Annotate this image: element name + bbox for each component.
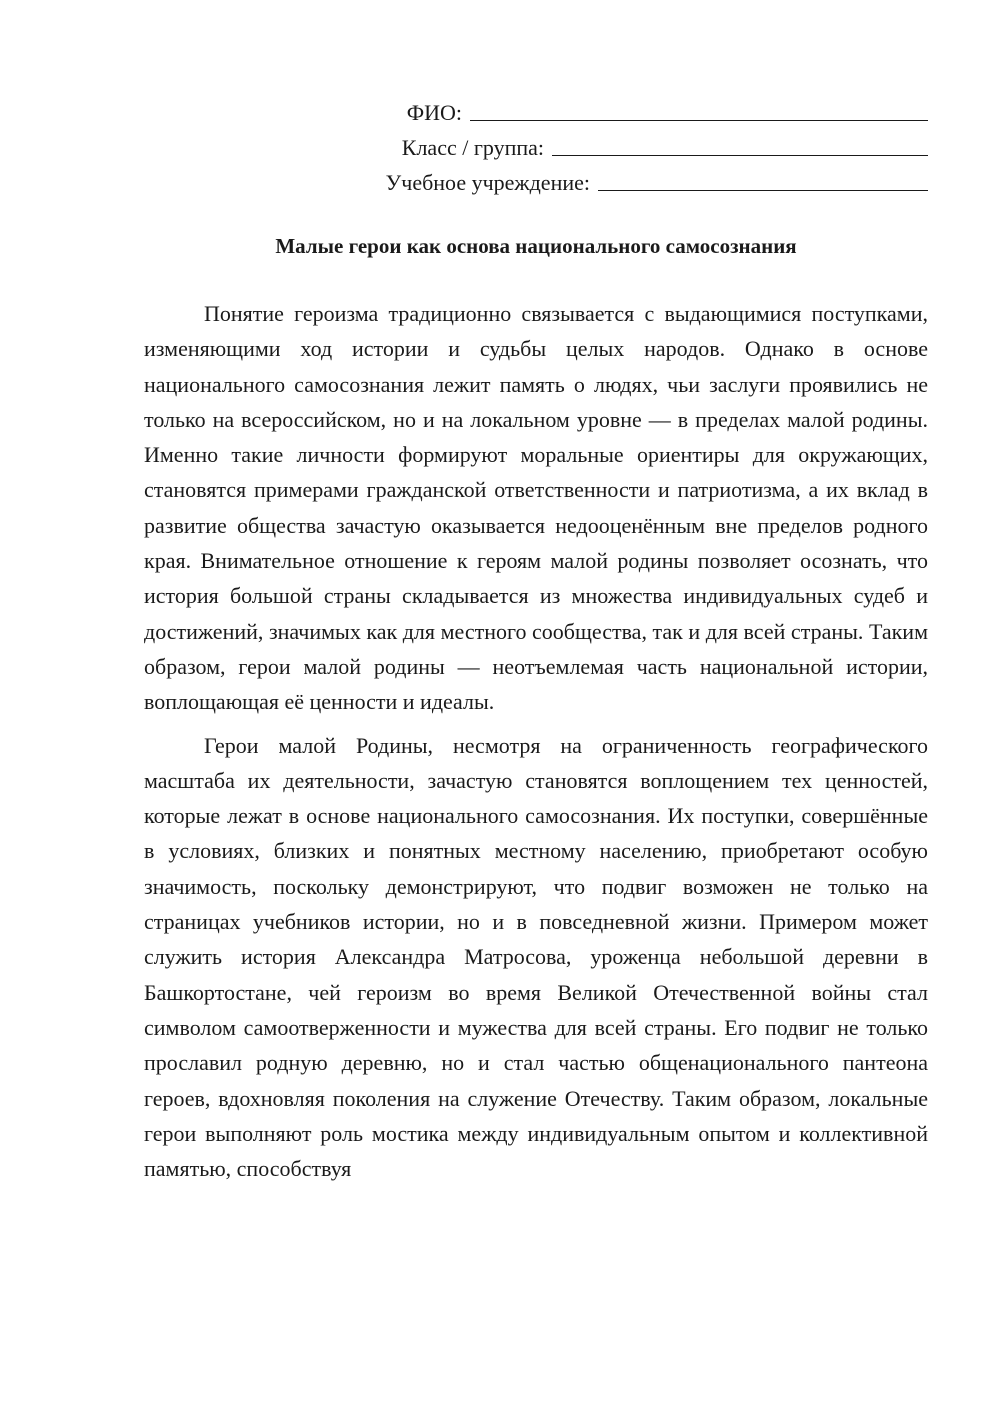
document-title: Малые герои как основа национального самосознания bbox=[275, 234, 797, 258]
fio-field-row bbox=[368, 92, 928, 127]
fio-label: ФИО: bbox=[406, 100, 462, 125]
paragraph-2: Герои малой Родины, несмотря на ограниченность географического масштаба их деятельности, зачастую становятся воплощением тех ценностей, которые лежат в основе национального самосознания. Их поступки, совершённые в условиях, близких и понятных местному населению, приобретают особую значимость, поскольку демонстрируют, что подвиг возможен не только на страницах учебников истории, но и в повседневной жизни. Примером может служить история Александра Матросова, уроженца небольшой деревни в Башкортостане, чей героизм во время Великой Отечественной войны стал символом самоотверженности и мужества для всей страны. Его подвиг не только прославил родную деревню, но и стал частью общенационального пантеона героев, вдохновляя поколения на служение Отечеству. Таким образом, локальные герои выполняют роль мостика между индивидуальным опытом и коллективной памятью, способствуя bbox=[144, 732, 928, 1182]
class-input-line[interactable] bbox=[552, 133, 928, 156]
student-info-fields bbox=[368, 92, 928, 197]
institution-field-row bbox=[368, 162, 928, 197]
class-label: Класс / группа: bbox=[401, 135, 544, 160]
fio-input-line[interactable] bbox=[470, 98, 928, 121]
institution-input-line[interactable] bbox=[598, 168, 928, 191]
class-field-row bbox=[368, 127, 928, 162]
document-body bbox=[144, 296, 928, 1194]
paragraph-1: Понятие героизма традиционно связывается с выдающимися поступками, изменяющими ход истории и судьбы целых народов. Однако в основе национального самосознания лежит память о людях, чьи заслуги проявились не только на всероссийском, но и на локальном уровне — в пределах малой родины. Именно такие личности формируют моральные ориентиры для окружающих, становятся примерами гражданской ответственности и патриотизма, а их вклад в развитие общества зачастую оказывается недооценённым вне пределов родного края. Внимательное отношение к героям малой родины позволяет осознать, что история большой страны складывается из множества индивидуальных судеб и достижений, значимых как для местного сообщества, так и для всей страны. Таким образом, герои малой родины — неотъемлемая часть национальной истории, воплощающая её ценности и идеалы. bbox=[144, 301, 928, 715]
institution-label: Учебное учреждение: bbox=[385, 170, 590, 195]
